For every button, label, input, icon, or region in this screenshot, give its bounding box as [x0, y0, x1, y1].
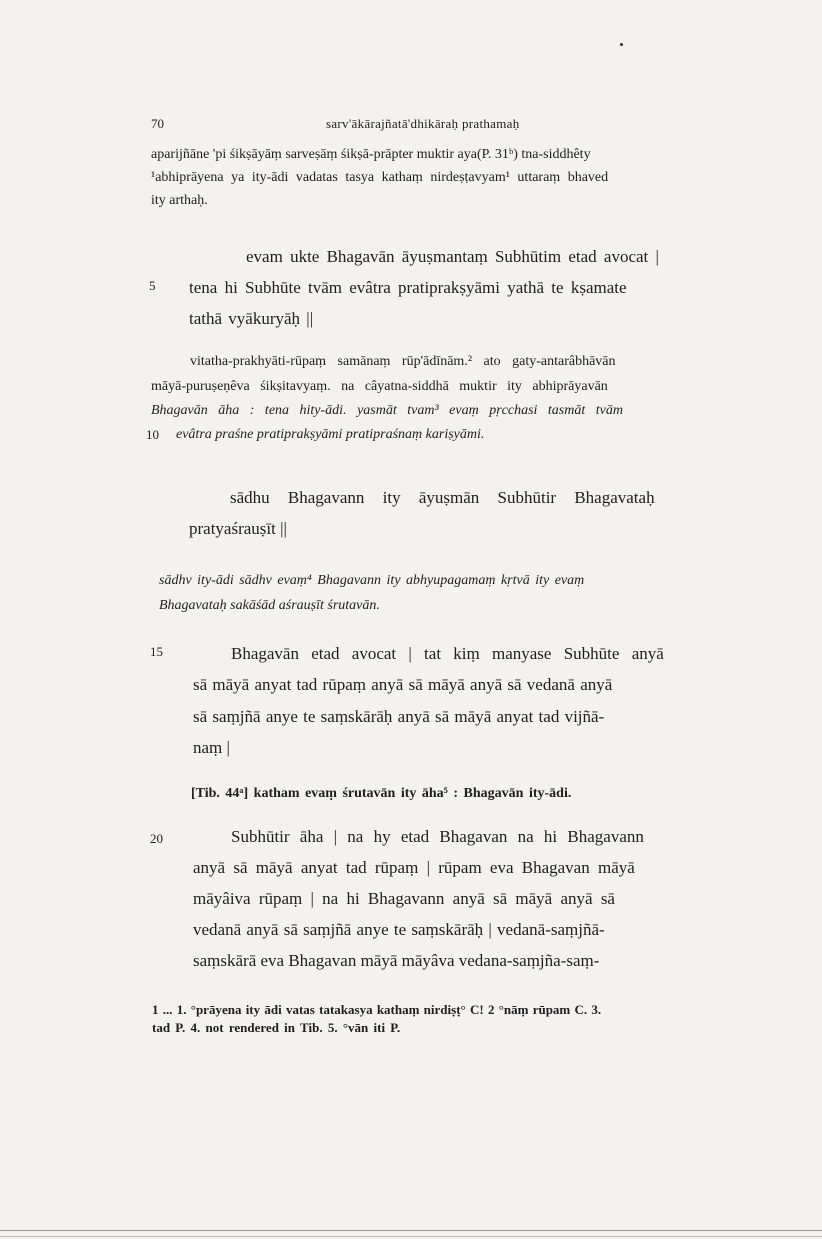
verse-1-line-1: evam ukte Bhagavān āyuṣmantaṃ Subhūtim etad avocat |: [246, 247, 659, 266]
commentary-4: [Tib. 44ᵃ] katham evaṃ śrutavān ity āha⁵ : Bhagavān ity-ādi.: [191, 786, 572, 801]
verse-1-line-3: tathā vyākuryāḥ ||: [189, 309, 314, 328]
line-number-5: 5: [149, 278, 156, 293]
line-number-15: 15: [150, 644, 163, 659]
commentary-1-line-3: ity arthaḥ.: [151, 193, 208, 208]
speck-mark: [620, 43, 623, 46]
footnote-line-2: tad P. 4. not rendered in Tib. 5. °vān iti P.: [152, 1020, 401, 1035]
verse-4-line-1: Subhūtir āha | na hy etad Bhagavan na hi Bhagavann: [231, 827, 644, 846]
commentary-3-line-1: sādhv ity-ādi sādhv evaṃ⁴ Bhagavann ity abhyupagamaṃ kṛtvā ity evaṃ: [159, 573, 585, 588]
verse-1-line-2: tena hi Subhūte tvām evâtra pratiprakṣyāmi yathā te kṣamate: [189, 278, 627, 297]
running-title: sarv'ākārajñatā'dhikāraḥ prathamaḥ: [326, 116, 520, 131]
commentary-2-line-3: Bhagavān āha : tena hity-ādi. yasmāt tvam³ evaṃ pṛcchasi tasmāt tvām: [151, 403, 623, 418]
verse-4-line-3: māyâiva rūpaṃ | na hi Bhagavann anyā sā māyā anyā sā: [193, 889, 615, 908]
verse-4-line-2: anyā sā māyā anyat tad rūpaṃ | rūpam eva Bhagavan māyā: [193, 858, 635, 877]
page-number: 70: [151, 116, 164, 131]
commentary-1-line-2: ¹abhiprāyena ya ity-ādi vadatas tasya kathaṃ nirdeṣṭavyam¹ uttaraṃ bhaved: [151, 170, 609, 185]
commentary-1-line-1-text: aparijñāne 'pi śikṣāyāṃ sarveṣāṃ śikṣā-prāpter muktir aya(P. 31ᵇ) tna-siddhêty: [151, 147, 591, 162]
verse-2-line-1: sādhu Bhagavann ity āyuṣmān Subhūtir Bhagavataḥ: [230, 488, 655, 507]
verse-4-line-4: vedanā anyā sā saṃjñā anye te saṃskārāḥ | vedanā-saṃjñā-: [193, 920, 605, 939]
verse-3-line-4: naṃ |: [193, 738, 230, 757]
verse-4-line-5: saṃskārā eva Bhagavan māyā māyâva vedana-saṃjña-saṃ-: [193, 951, 600, 970]
line-number-20: 20: [150, 831, 163, 846]
commentary-2-line-2: māyā-puruṣeṇêva śikṣitavyaṃ. na câyatna-siddhā muktir ity abhiprāyavān: [151, 379, 608, 394]
commentary-2-line-1: vitatha-prakhyāti-rūpaṃ samānaṃ rūp'ādīnām.² ato gaty-antarâbhāvān: [190, 354, 616, 369]
line-number-10: 10: [146, 427, 159, 442]
verse-3-line-3: sā saṃjñā anye te saṃskārāḥ anyā sā māyā anyat tad vijñā-: [193, 707, 605, 726]
footnote-line-1: 1 ... 1. °prāyena ity ādi vatas tatakasya kathaṃ nirdiṣṭ° C! 2 °nāṃ rūpam C. 3.: [152, 1002, 602, 1017]
verse-2-line-2: pratyaśrauṣīt ||: [189, 519, 287, 538]
commentary-3-line-2: Bhagavataḥ sakāśād aśrauṣīt śrutavān.: [159, 598, 380, 613]
page-edge-line-2: [0, 1236, 822, 1237]
verse-3-line-2: sā māyā anyat tad rūpaṃ anyā sā māyā anyā sā vedanā anyā: [193, 675, 613, 694]
commentary-1-line-1: [151, 147, 751, 163]
verse-3-line-1: Bhagavān etad avocat | tat kiṃ manyase Subhūte anyā: [231, 644, 664, 663]
page-edge-line: [0, 1230, 822, 1231]
commentary-2-line-4: evâtra praśne pratiprakṣyāmi pratipraśnaṃ kariṣyāmi.: [176, 427, 485, 442]
